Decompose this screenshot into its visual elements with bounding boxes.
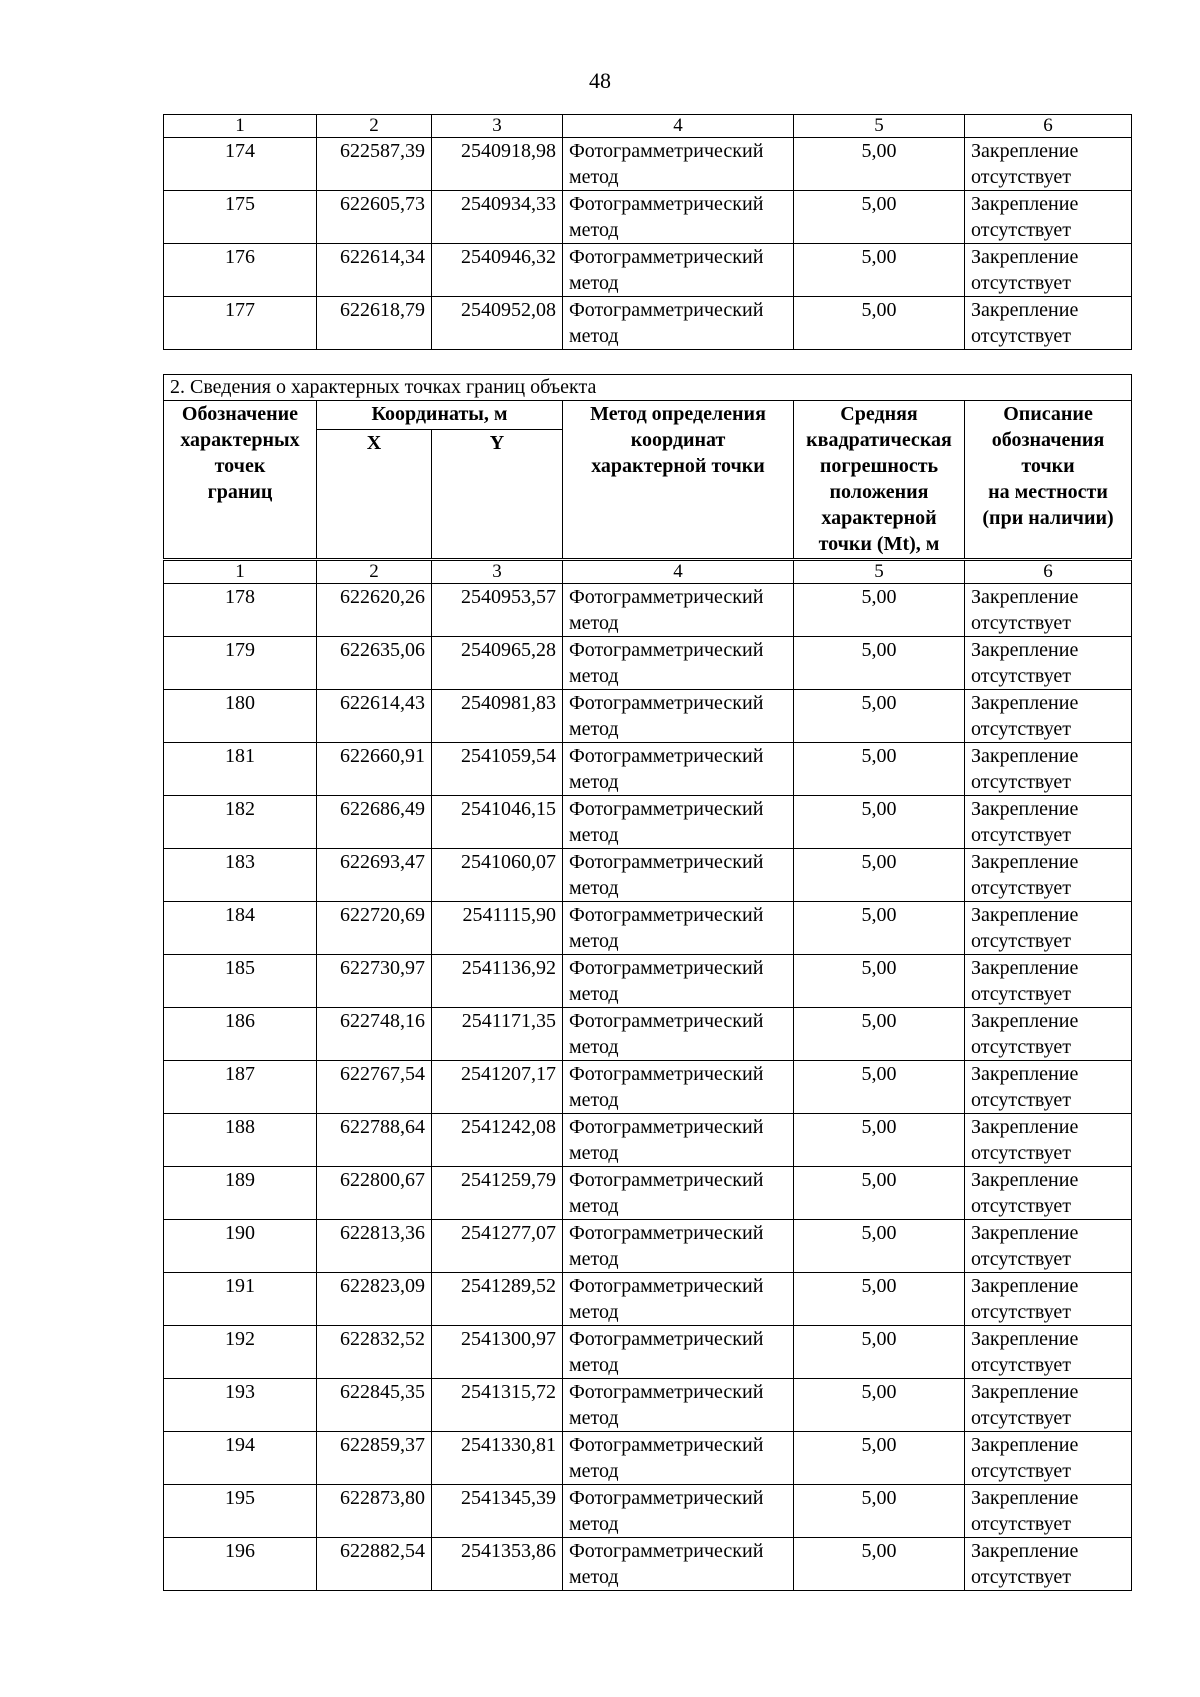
section2-header-table <box>163 374 1132 559</box>
table-row <box>164 637 1132 690</box>
table-row <box>164 1061 1132 1114</box>
method-line: метод <box>569 325 619 347</box>
description-cell <box>965 297 1132 350</box>
description-cell <box>965 584 1132 637</box>
table-row <box>164 1326 1132 1379</box>
description-line: Закрепление <box>971 745 1079 767</box>
mt-value: 5,00 <box>794 743 965 796</box>
table-row <box>164 1167 1132 1220</box>
description-line: Закрепление <box>971 904 1079 926</box>
description-line: отсутствует <box>971 1301 1072 1323</box>
description-line: отсутствует <box>971 824 1072 846</box>
coord-x: 622620,26 <box>317 584 432 637</box>
description-line: отсутствует <box>971 1248 1072 1270</box>
description-line: отсутствует <box>971 325 1072 347</box>
coord-x: 622693,47 <box>317 849 432 902</box>
method-line: метод <box>569 665 619 687</box>
point-id: 191 <box>164 1273 317 1326</box>
mt-value: 5,00 <box>794 1273 965 1326</box>
coord-x: 622635,06 <box>317 637 432 690</box>
table-row <box>164 138 1132 191</box>
column-number: 5 <box>794 561 965 584</box>
point-id: 194 <box>164 1432 317 1485</box>
table-bottom-body <box>164 584 1132 1591</box>
point-id: 180 <box>164 690 317 743</box>
method-line: метод <box>569 771 619 793</box>
description-line: отсутствует <box>971 1089 1072 1111</box>
column-number: 6 <box>965 561 1132 584</box>
column-number: 1 <box>164 115 317 138</box>
method-line: Фотограмметрический <box>569 246 764 268</box>
coord-x: 622686,49 <box>317 796 432 849</box>
method-line: Фотограмметрический <box>569 1116 764 1138</box>
description-cell <box>965 1008 1132 1061</box>
method-cell <box>563 1326 794 1379</box>
method-line: метод <box>569 1354 619 1376</box>
header-y: Y <box>432 430 563 559</box>
method-line: Фотограмметрический <box>569 1169 764 1191</box>
column-number: 3 <box>432 561 563 584</box>
description-line: отсутствует <box>971 930 1072 952</box>
method-line: метод <box>569 1566 619 1588</box>
method-line: метод <box>569 1142 619 1164</box>
method-cell <box>563 690 794 743</box>
method-cell <box>563 637 794 690</box>
description-cell <box>965 1220 1132 1273</box>
description-cell <box>965 743 1132 796</box>
mt-value: 5,00 <box>794 191 965 244</box>
mt-value: 5,00 <box>794 1326 965 1379</box>
method-cell <box>563 1538 794 1591</box>
description-cell <box>965 1061 1132 1114</box>
mt-value: 5,00 <box>794 584 965 637</box>
description-line: Закрепление <box>971 140 1079 162</box>
coord-x: 622720,69 <box>317 902 432 955</box>
coord-y: 2541207,17 <box>432 1061 563 1114</box>
description-line: отсутствует <box>971 665 1072 687</box>
point-id: 182 <box>164 796 317 849</box>
coord-x: 622660,91 <box>317 743 432 796</box>
description-cell <box>965 955 1132 1008</box>
header-description: Описание обозначения точки на местности (при наличии) <box>965 401 1132 559</box>
point-id: 192 <box>164 1326 317 1379</box>
method-cell <box>563 1008 794 1061</box>
description-cell <box>965 1326 1132 1379</box>
method-line: метод <box>569 1407 619 1429</box>
description-line: отсутствует <box>971 219 1072 241</box>
method-line: метод <box>569 718 619 740</box>
coord-x: 622614,43 <box>317 690 432 743</box>
coord-y: 2541353,86 <box>432 1538 563 1591</box>
coord-y: 2540952,08 <box>432 297 563 350</box>
method-line: метод <box>569 1036 619 1058</box>
method-line: Фотограмметрический <box>569 904 764 926</box>
coord-y: 2541300,97 <box>432 1326 563 1379</box>
table-row <box>164 191 1132 244</box>
mt-value: 5,00 <box>794 1538 965 1591</box>
description-line: Закрепление <box>971 586 1079 608</box>
method-cell <box>563 743 794 796</box>
description-line: отсутствует <box>971 1142 1072 1164</box>
coord-y: 2541345,39 <box>432 1485 563 1538</box>
mt-value: 5,00 <box>794 1485 965 1538</box>
coord-y: 2541171,35 <box>432 1008 563 1061</box>
description-line: отсутствует <box>971 1407 1072 1429</box>
method-line: Фотограмметрический <box>569 140 764 162</box>
coord-x: 622767,54 <box>317 1061 432 1114</box>
coord-x: 622800,67 <box>317 1167 432 1220</box>
points-table-continuation <box>163 114 1132 350</box>
table-row <box>164 1273 1132 1326</box>
description-line: Закрепление <box>971 299 1079 321</box>
description-line: отсутствует <box>971 166 1072 188</box>
method-line: метод <box>569 877 619 899</box>
coord-y: 2540953,57 <box>432 584 563 637</box>
description-cell <box>965 849 1132 902</box>
method-line: Фотограмметрический <box>569 1063 764 1085</box>
coord-x: 622730,97 <box>317 955 432 1008</box>
description-line: отсутствует <box>971 1513 1072 1535</box>
method-cell <box>563 191 794 244</box>
point-id: 177 <box>164 297 317 350</box>
method-line: Фотограмметрический <box>569 1540 764 1562</box>
method-line: Фотограмметрический <box>569 798 764 820</box>
mt-value: 5,00 <box>794 955 965 1008</box>
method-line: метод <box>569 1460 619 1482</box>
method-line: метод <box>569 166 619 188</box>
method-cell <box>563 1379 794 1432</box>
coord-x: 622882,54 <box>317 1538 432 1591</box>
table-row <box>164 1008 1132 1061</box>
point-id: 185 <box>164 955 317 1008</box>
description-cell <box>965 1538 1132 1591</box>
point-id: 184 <box>164 902 317 955</box>
description-cell <box>965 1379 1132 1432</box>
header-method: Метод определения координат характерной точки <box>563 401 794 559</box>
mt-value: 5,00 <box>794 1379 965 1432</box>
coord-x: 622618,79 <box>317 297 432 350</box>
description-line: отсутствует <box>971 1036 1072 1058</box>
table-row <box>164 244 1132 297</box>
mt-value: 5,00 <box>794 637 965 690</box>
coord-y: 2540965,28 <box>432 637 563 690</box>
description-line: отсутствует <box>971 1460 1072 1482</box>
method-cell <box>563 244 794 297</box>
mt-value: 5,00 <box>794 1167 965 1220</box>
table-row <box>164 1485 1132 1538</box>
method-cell <box>563 297 794 350</box>
mt-value: 5,00 <box>794 1061 965 1114</box>
coord-y: 2541242,08 <box>432 1114 563 1167</box>
description-line: Закрепление <box>971 1063 1079 1085</box>
description-line: Закрепление <box>971 1222 1079 1244</box>
mt-value: 5,00 <box>794 902 965 955</box>
coord-x: 622587,39 <box>317 138 432 191</box>
description-line: Закрепление <box>971 1169 1079 1191</box>
points-table <box>163 560 1132 1591</box>
method-line: метод <box>569 1248 619 1270</box>
table-row <box>164 297 1132 350</box>
point-id: 183 <box>164 849 317 902</box>
method-cell <box>563 1273 794 1326</box>
column-number-row <box>164 115 1132 138</box>
table-top-body <box>164 138 1132 350</box>
table-row <box>164 796 1132 849</box>
coord-y: 2541136,92 <box>432 955 563 1008</box>
column-number-row <box>164 561 1132 584</box>
method-cell <box>563 138 794 191</box>
description-cell <box>965 1167 1132 1220</box>
table-row <box>164 1432 1132 1485</box>
method-line: метод <box>569 612 619 634</box>
description-cell <box>965 191 1132 244</box>
description-line: отсутствует <box>971 1195 1072 1217</box>
method-line: Фотограмметрический <box>569 299 764 321</box>
method-line: Фотограмметрический <box>569 193 764 215</box>
method-cell <box>563 902 794 955</box>
method-line: Фотограмметрический <box>569 1328 764 1350</box>
method-cell <box>563 1220 794 1273</box>
coord-y: 2540946,32 <box>432 244 563 297</box>
coord-x: 622813,36 <box>317 1220 432 1273</box>
coord-x: 622845,35 <box>317 1379 432 1432</box>
description-cell <box>965 796 1132 849</box>
table-row <box>164 1114 1132 1167</box>
description-line: Закрепление <box>971 1540 1079 1562</box>
description-cell <box>965 1432 1132 1485</box>
mt-value: 5,00 <box>794 1432 965 1485</box>
description-line: Закрепление <box>971 1275 1079 1297</box>
method-line: Фотограмметрический <box>569 1434 764 1456</box>
mt-value: 5,00 <box>794 690 965 743</box>
column-number: 5 <box>794 115 965 138</box>
description-line: Закрепление <box>971 957 1079 979</box>
method-line: Фотограмметрический <box>569 1487 764 1509</box>
column-number: 2 <box>317 561 432 584</box>
description-line: отсутствует <box>971 983 1072 1005</box>
method-line: метод <box>569 1301 619 1323</box>
description-line: отсутствует <box>971 1566 1072 1588</box>
method-cell <box>563 955 794 1008</box>
column-number: 6 <box>965 115 1132 138</box>
method-cell <box>563 584 794 637</box>
description-cell <box>965 1485 1132 1538</box>
method-line: метод <box>569 219 619 241</box>
coord-x: 622859,37 <box>317 1432 432 1485</box>
description-line: Закрепление <box>971 1381 1079 1403</box>
description-line: отсутствует <box>971 612 1072 634</box>
point-id: 196 <box>164 1538 317 1591</box>
method-line: Фотограмметрический <box>569 692 764 714</box>
table-row <box>164 955 1132 1008</box>
description-line: отсутствует <box>971 877 1072 899</box>
point-id: 195 <box>164 1485 317 1538</box>
method-cell <box>563 1114 794 1167</box>
description-line: Закрепление <box>971 193 1079 215</box>
description-cell <box>965 637 1132 690</box>
column-number: 2 <box>317 115 432 138</box>
mt-value: 5,00 <box>794 796 965 849</box>
method-line: Фотограмметрический <box>569 1010 764 1032</box>
method-line: метод <box>569 983 619 1005</box>
coord-x: 622614,34 <box>317 244 432 297</box>
method-cell <box>563 1485 794 1538</box>
coord-x: 622748,16 <box>317 1008 432 1061</box>
description-line: Закрепление <box>971 246 1079 268</box>
method-line: метод <box>569 824 619 846</box>
description-line: Закрепление <box>971 692 1079 714</box>
mt-value: 5,00 <box>794 1220 965 1273</box>
coord-x: 622788,64 <box>317 1114 432 1167</box>
method-line: Фотограмметрический <box>569 1381 764 1403</box>
description-line: отсутствует <box>971 272 1072 294</box>
header-x: X <box>317 430 432 559</box>
description-cell <box>965 690 1132 743</box>
point-id: 193 <box>164 1379 317 1432</box>
mt-value: 5,00 <box>794 244 965 297</box>
table-row <box>164 849 1132 902</box>
section-title: 2. Сведения о характерных точках границ объекта <box>164 375 1132 401</box>
method-line: метод <box>569 1089 619 1111</box>
coord-y: 2540934,33 <box>432 191 563 244</box>
method-line: Фотограмметрический <box>569 957 764 979</box>
method-line: Фотограмметрический <box>569 639 764 661</box>
header-designation: Обозначение характерных точек границ <box>164 401 317 559</box>
description-line: Закрепление <box>971 1487 1079 1509</box>
header-mt: Средняя квадратическая погрешность положения характерной точки (Mt), м <box>794 401 965 559</box>
table-row <box>164 902 1132 955</box>
description-cell <box>965 138 1132 191</box>
coord-y: 2541259,79 <box>432 1167 563 1220</box>
mt-value: 5,00 <box>794 1114 965 1167</box>
header-coordinates: Координаты, м <box>317 401 563 430</box>
coord-y: 2540981,83 <box>432 690 563 743</box>
coord-x: 622823,09 <box>317 1273 432 1326</box>
column-number: 1 <box>164 561 317 584</box>
description-cell <box>965 1114 1132 1167</box>
coord-y: 2541046,15 <box>432 796 563 849</box>
point-id: 178 <box>164 584 317 637</box>
coord-x: 622605,73 <box>317 191 432 244</box>
description-cell <box>965 1273 1132 1326</box>
coord-x: 622873,80 <box>317 1485 432 1538</box>
description-cell <box>965 244 1132 297</box>
column-number: 4 <box>563 115 794 138</box>
method-line: метод <box>569 1195 619 1217</box>
table-row <box>164 1538 1132 1591</box>
coord-y: 2541060,07 <box>432 849 563 902</box>
description-line: Закрепление <box>971 798 1079 820</box>
method-line: Фотограмметрический <box>569 586 764 608</box>
description-line: отсутствует <box>971 718 1072 740</box>
point-id: 188 <box>164 1114 317 1167</box>
method-line: метод <box>569 930 619 952</box>
description-line: отсутствует <box>971 1354 1072 1376</box>
description-line: Закрепление <box>971 851 1079 873</box>
point-id: 189 <box>164 1167 317 1220</box>
point-id: 187 <box>164 1061 317 1114</box>
coord-y: 2541289,52 <box>432 1273 563 1326</box>
point-id: 186 <box>164 1008 317 1061</box>
coord-y: 2541115,90 <box>432 902 563 955</box>
point-id: 190 <box>164 1220 317 1273</box>
description-line: Закрепление <box>971 1328 1079 1350</box>
table-row <box>164 1220 1132 1273</box>
method-line: метод <box>569 1513 619 1535</box>
method-line: метод <box>569 272 619 294</box>
method-line: Фотограмметрический <box>569 1275 764 1297</box>
method-line: Фотограмметрический <box>569 1222 764 1244</box>
table-row <box>164 743 1132 796</box>
method-line: Фотограмметрический <box>569 851 764 873</box>
coord-y: 2540918,98 <box>432 138 563 191</box>
point-id: 174 <box>164 138 317 191</box>
mt-value: 5,00 <box>794 297 965 350</box>
page-number: 48 <box>589 68 611 93</box>
point-id: 176 <box>164 244 317 297</box>
table-row <box>164 1379 1132 1432</box>
table-row <box>164 690 1132 743</box>
description-line: отсутствует <box>971 771 1072 793</box>
coord-y: 2541277,07 <box>432 1220 563 1273</box>
description-line: Закрепление <box>971 1434 1079 1456</box>
point-id: 179 <box>164 637 317 690</box>
description-line: Закрепление <box>971 639 1079 661</box>
method-cell <box>563 796 794 849</box>
coord-y: 2541315,72 <box>432 1379 563 1432</box>
coord-y: 2541059,54 <box>432 743 563 796</box>
mt-value: 5,00 <box>794 138 965 191</box>
point-id: 181 <box>164 743 317 796</box>
column-number: 3 <box>432 115 563 138</box>
method-cell <box>563 849 794 902</box>
method-cell <box>563 1061 794 1114</box>
description-line: Закрепление <box>971 1010 1079 1032</box>
column-number: 4 <box>563 561 794 584</box>
description-cell <box>965 902 1132 955</box>
table-row <box>164 584 1132 637</box>
coord-x: 622832,52 <box>317 1326 432 1379</box>
description-line: Закрепление <box>971 1116 1079 1138</box>
method-cell <box>563 1432 794 1485</box>
coord-y: 2541330,81 <box>432 1432 563 1485</box>
method-cell <box>563 1167 794 1220</box>
point-id: 175 <box>164 191 317 244</box>
mt-value: 5,00 <box>794 849 965 902</box>
method-line: Фотограмметрический <box>569 745 764 767</box>
mt-value: 5,00 <box>794 1008 965 1061</box>
